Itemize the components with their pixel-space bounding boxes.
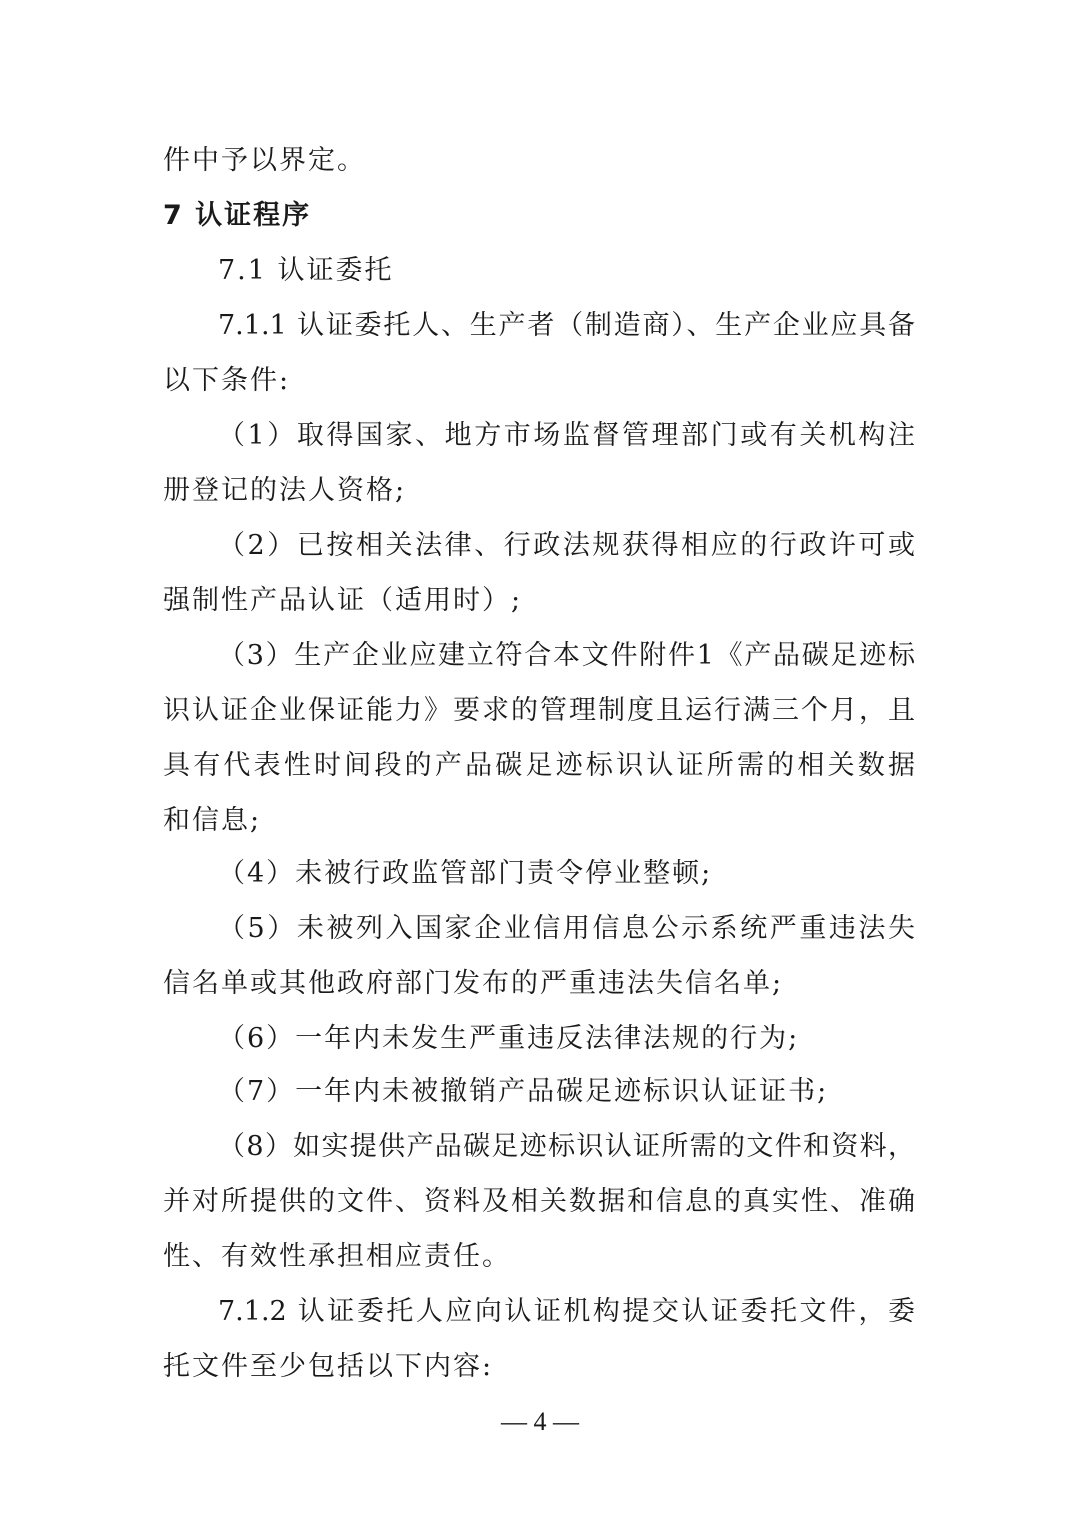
paragraph-line: 托文件至少包括以下内容: xyxy=(163,1351,494,1382)
list-item-line: 并对所提供的文件、资料及相关数据和信息的真实性、准确 xyxy=(163,1186,915,1217)
list-item-line: （7）一年内未被撤销产品碳足迹标识认证证书; xyxy=(218,1076,829,1107)
page-number: — 4 — xyxy=(501,1407,579,1436)
list-item-line: （1）取得国家、地方市场监督管理部门或有关机构注 xyxy=(218,420,915,451)
list-item-line: （6）一年内未发生严重违反法律法规的行为; xyxy=(218,1023,800,1054)
section-heading: 7 认证程序 xyxy=(163,200,312,231)
list-item-line: （4）未被行政监管部门责令停业整顿; xyxy=(218,858,713,889)
list-item-line: （2）已按相关法律、行政法规获得相应的行政许可或 xyxy=(218,530,915,561)
list-item-line: （8）如实提供产品碳足迹标识认证所需的文件和资料， xyxy=(218,1131,915,1162)
paragraph-line: 以下条件: xyxy=(163,365,291,396)
list-item-line: 信名单或其他政府部门发布的严重违法失信名单; xyxy=(163,968,784,999)
paragraph-line: 7.1.2 认证委托人应向认证机构提交认证委托文件，委 xyxy=(218,1296,915,1327)
subsection-heading: 7.1 认证委托 xyxy=(218,255,394,286)
list-item-line: 具有代表性时间段的产品碳足迹标识认证所需的相关数据 xyxy=(163,750,915,781)
list-item-line: 强制性产品认证（适用时）; xyxy=(163,585,523,616)
list-item-line: （5）未被列入国家企业信用信息公示系统严重违法失 xyxy=(218,913,915,944)
list-item-line: 和信息; xyxy=(163,805,262,836)
list-item-line: 册登记的法人资格; xyxy=(163,475,407,506)
list-item-line: 性、有效性承担相应责任。 xyxy=(163,1241,511,1272)
list-item-line: （3）生产企业应建立符合本文件附件1《产品碳足迹标 xyxy=(218,640,915,671)
paragraph-line: 件中予以界定。 xyxy=(163,145,366,176)
paragraph-line: 7.1.1 认证委托人、生产者（制造商）、生产企业应具备 xyxy=(218,310,915,341)
list-item-line: 识认证企业保证能力》要求的管理制度且运行满三个月，且 xyxy=(163,695,915,726)
